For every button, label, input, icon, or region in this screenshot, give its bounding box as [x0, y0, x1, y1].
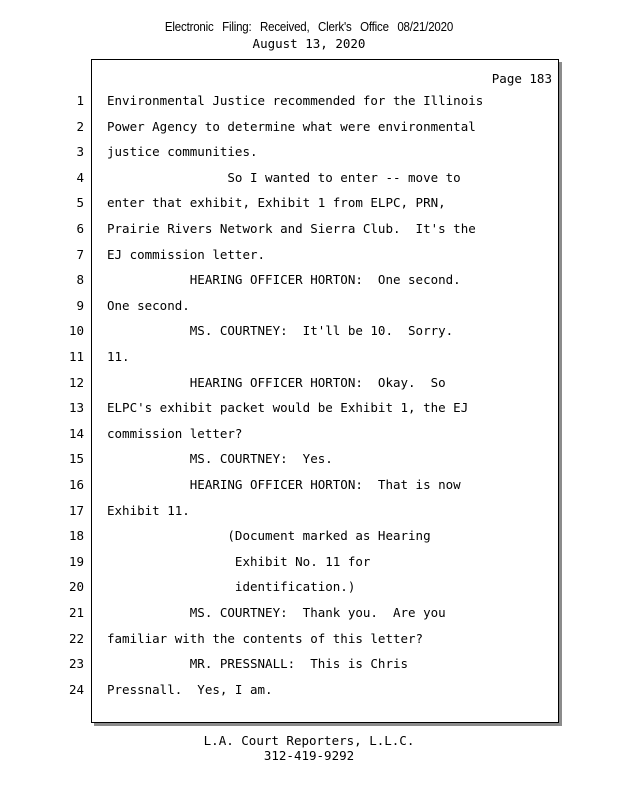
line-text: familiar with the contents of this letter?: [107, 630, 424, 646]
court-reporter-phone: 312-419-9292: [263, 748, 355, 763]
line-number: 8: [76, 272, 84, 288]
filing-stamp: Electronic Filing: Received, Clerk's Office 08/21/2020: [164, 20, 454, 34]
line-number: 19: [68, 553, 84, 569]
line-number: 18: [68, 528, 84, 544]
line-text: Exhibit 11.: [107, 502, 190, 518]
line-text: One second.: [107, 297, 190, 313]
line-number: 4: [76, 169, 84, 185]
transcript-line: [0, 426, 600, 446]
line-text: HEARING OFFICER HORTON: Okay. So: [107, 374, 446, 390]
transcript-line: [0, 144, 600, 164]
line-text: Environmental Justice recommended for the Illinois: [107, 93, 484, 108]
transcript-line: [0, 400, 600, 420]
line-text: identification.): [107, 579, 356, 595]
line-number: 7: [76, 246, 84, 262]
line-number: 13: [68, 400, 84, 416]
line-text: Pressnall. Yes, I am.: [107, 681, 273, 697]
line-number: 5: [76, 195, 84, 211]
transcript-line: [0, 195, 600, 215]
line-text: Prairie Rivers Network and Sierra Club. It's the: [107, 221, 476, 236]
transcript-line: [0, 451, 600, 471]
line-text: So I wanted to enter -- move to: [107, 169, 461, 185]
line-text: MS. COURTNEY: Thank you. Are you: [107, 605, 446, 620]
line-text: 11.: [107, 349, 130, 364]
line-number: 22: [68, 630, 84, 646]
transcript-line: [0, 682, 600, 702]
line-text: MR. PRESSNALL: This is Chris: [107, 656, 409, 672]
line-text: commission letter?: [107, 425, 243, 441]
line-text: justice communities.: [107, 144, 258, 160]
transcript-line: [0, 349, 600, 369]
line-number: 21: [68, 605, 84, 620]
line-text: MS. COURTNEY: It'll be 10. Sorry.: [107, 323, 454, 339]
line-text: enter that exhibit, Exhibit 1 from ELPC, PRN,: [107, 195, 446, 211]
line-text: Power Agency to determine what were environmental: [107, 118, 476, 134]
line-number: 10: [68, 323, 84, 339]
transcript-line: [0, 656, 600, 676]
line-number: 1: [76, 93, 84, 108]
line-number: 23: [68, 656, 84, 672]
line-number: 2: [76, 118, 84, 134]
line-number: 16: [68, 477, 84, 492]
hearing-date: August 13, 2020: [252, 36, 366, 51]
footer: [0, 733, 618, 763]
line-number: 20: [68, 579, 84, 595]
line-number: 11: [68, 349, 84, 364]
line-number: 15: [68, 451, 84, 467]
line-number: 12: [68, 374, 84, 390]
transcript-line: [0, 579, 600, 599]
line-text: EJ commission letter.: [107, 246, 266, 262]
line-text: HEARING OFFICER HORTON: One second.: [107, 272, 461, 288]
line-text: MS. COURTNEY: Yes.: [107, 451, 333, 467]
line-number: 24: [68, 681, 84, 697]
transcript-line: [0, 272, 600, 292]
page-number: Page 183: [491, 71, 552, 86]
transcript-line: [0, 323, 600, 343]
transcript-line: [0, 119, 600, 139]
transcript-line: [0, 375, 600, 395]
court-reporter-name: L.A. Court Reporters, L.L.C.: [203, 733, 415, 748]
transcript-line: [0, 503, 600, 523]
line-number: 6: [76, 221, 84, 236]
line-number: 9: [76, 297, 84, 313]
transcript-line: [0, 298, 600, 318]
transcript-line: [0, 605, 600, 625]
transcript-line: [0, 528, 600, 548]
transcript-line: [0, 631, 600, 651]
line-text: HEARING OFFICER HORTON: That is now: [107, 477, 461, 492]
transcript-line: [0, 93, 600, 113]
transcript-line: [0, 170, 600, 190]
line-number: 3: [76, 144, 84, 160]
line-text: ELPC's exhibit packet would be Exhibit 1, the EJ: [107, 400, 469, 416]
transcript-line: [0, 554, 600, 574]
transcript-line: [0, 221, 600, 241]
transcript-line: [0, 477, 600, 497]
line-number: 14: [68, 425, 84, 441]
line-number: 17: [68, 502, 84, 518]
line-text: Exhibit No. 11 for: [107, 553, 371, 569]
transcript-line: [0, 247, 600, 267]
line-text: (Document marked as Hearing: [107, 528, 431, 544]
